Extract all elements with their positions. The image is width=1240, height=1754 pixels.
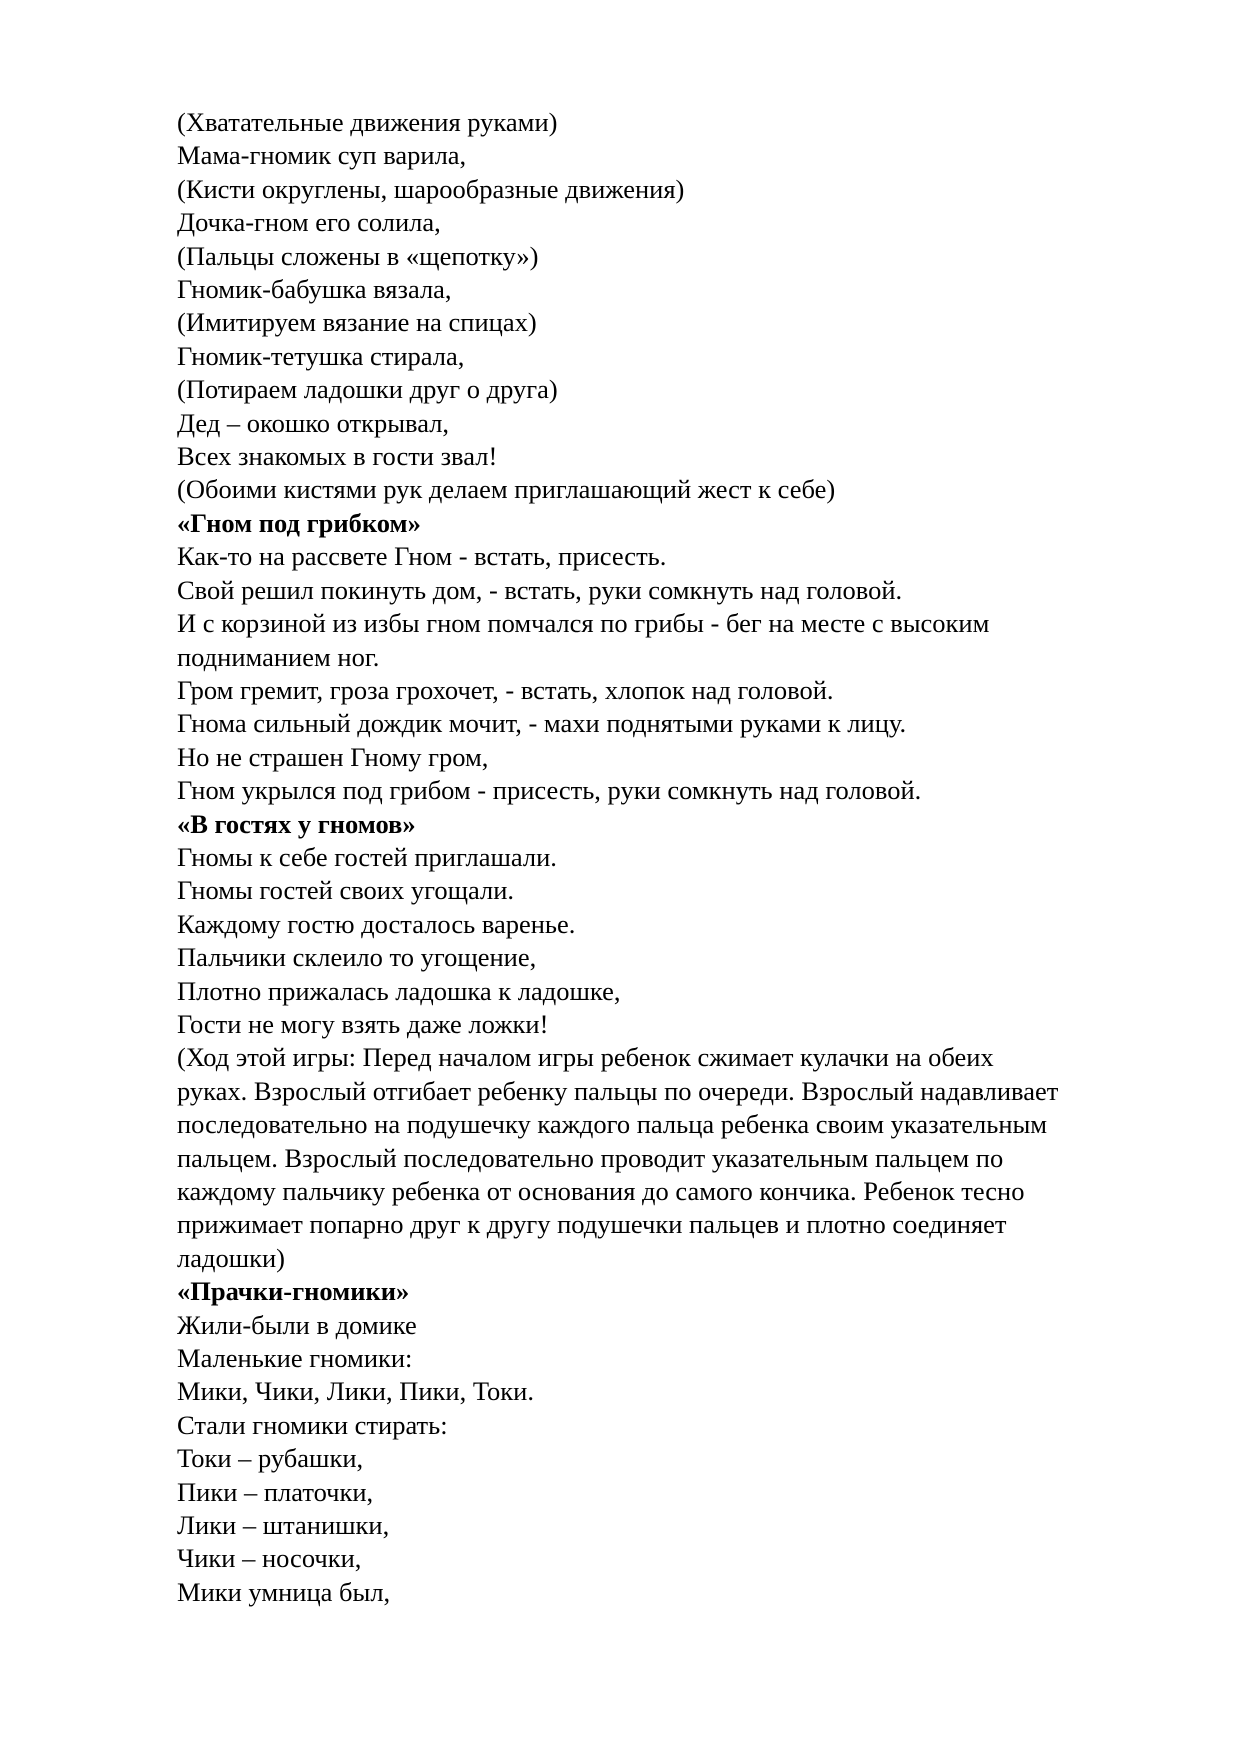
text-line: (Кисти округлены, шарообразные движения) <box>177 173 685 204</box>
text-line: ладошки) <box>177 1242 286 1273</box>
text-line: Маленькие гномики: <box>177 1343 413 1374</box>
intro-section <box>177 106 1157 507</box>
text-line: (Имитируем вязание на спицах) <box>177 307 537 338</box>
text-line: Дочка-гном его солила, <box>177 207 441 238</box>
text-line: Свой решил покинуть дом, - встать, руки сомкнуть над головой. <box>177 574 903 605</box>
text-line: Каждому гостю досталось варенье. <box>177 908 576 939</box>
text-line: Гном укрылся под грибом - присесть, руки сомкнуть над головой. <box>177 775 922 806</box>
text-line: И с корзиной из избы гном помчался по грибы - бег на месте с высоким <box>177 608 990 639</box>
text-line: прижимает попарно друг к другу подушечки пальцев и плотно соединяет <box>177 1209 1007 1240</box>
section-heading: «Гном под грибком» <box>177 507 421 538</box>
text-line: Гномик-бабушка вязала, <box>177 274 452 305</box>
text-line: Лики – штанишки, <box>177 1510 390 1541</box>
text-line: (Ход этой игры: Перед началом игры ребенок сжимает кулачки на обеих <box>177 1042 994 1073</box>
text-line: (Обоими кистями рук делаем приглашающий жест к себе) <box>177 474 836 505</box>
text-line: (Потираем ладошки друг о друга) <box>177 374 558 405</box>
text-line: Гнома сильный дождик мочит, - махи поднятыми руками к лицу. <box>177 708 907 739</box>
text-line: Токи – рубашки, <box>177 1443 364 1474</box>
gnome-mushroom-section <box>177 507 1157 808</box>
text-line: Мики, Чики, Лики, Пики, Токи. <box>177 1376 534 1407</box>
text-line: Гномы гостей своих угощали. <box>177 875 515 906</box>
text-line: Дед – окошко открывал, <box>177 407 450 438</box>
text-line: Мама-гномик суп варила, <box>177 140 467 171</box>
text-line: Плотно прижалась ладошка к ладошке, <box>177 975 621 1006</box>
text-line: (Пальцы сложены в «щепотку») <box>177 240 539 271</box>
text-line: Всех знакомых в гости звал! <box>177 441 498 472</box>
text-line: Но не страшен Гному гром, <box>177 741 489 772</box>
text-line: Гномы к себе гостей приглашали. <box>177 841 557 872</box>
text-line: подниманием ног. <box>177 641 380 672</box>
text-line: Пальчики склеило то угощение, <box>177 942 537 973</box>
text-line: Мики умница был, <box>177 1576 391 1607</box>
text-line: (Хватательные движения руками) <box>177 107 558 137</box>
text-line: Жили-были в домике <box>177 1309 417 1340</box>
text-line: пальцем. Взрослый последовательно проводит указательным пальцем по <box>177 1142 1004 1173</box>
text-line: Стали гномики стирать: <box>177 1409 448 1440</box>
document-page <box>177 106 1157 1609</box>
text-line: Гномик-тетушка стирала, <box>177 340 465 371</box>
section-heading: «В гостях у гномов» <box>177 808 416 839</box>
text-line: руках. Взрослый отгибает ребенку пальцы по очереди. Взрослый надавливает <box>177 1075 1059 1106</box>
text-line: каждому пальчику ребенка от основания до самого кончика. Ребенок тесно <box>177 1176 1025 1206</box>
laundry-gnomes-section <box>177 1275 1157 1609</box>
text-line: последовательно на подушечку каждого пальца ребенка своим указательным <box>177 1109 1048 1140</box>
section-heading: «Прачки-гномики» <box>177 1276 410 1307</box>
visiting-gnomes-section <box>177 808 1157 1276</box>
text-line: Пики – платочки, <box>177 1476 374 1507</box>
text-line: Как-то на рассвете Гном - встать, присесть. <box>177 541 667 572</box>
text-line: Чики – носочки, <box>177 1543 362 1574</box>
text-line: Гром гремит, гроза грохочет, - встать, хлопок над головой. <box>177 674 834 705</box>
text-line: Гости не могу взять даже ложки! <box>177 1008 549 1039</box>
